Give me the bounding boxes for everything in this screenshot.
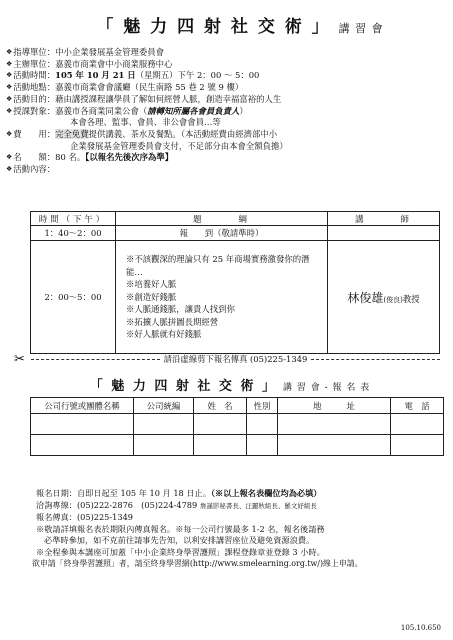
- schedule-table: [30, 211, 440, 354]
- form-cell-address[interactable]: [278, 414, 391, 435]
- topic-bullet: ※培養好人脈: [126, 279, 177, 290]
- note-hotline: 洽詢專線：(05)222-2876 (05)224-4789 詹謹影秘書長、汪麗秋組長、羅文妤組長: [36, 499, 317, 510]
- topic-bullet: ※不該觀深的理論只有 25 年商場實務激發你的潛能…: [126, 253, 310, 277]
- info-location: ❖ 活動地點： 嘉義市商業會會議廳（民生南路 55 巷 2 號 9 樓）: [6, 82, 244, 93]
- form-cell-company[interactable]: [31, 435, 134, 456]
- form-title-sub: 講 習 會 - 報 名 表: [283, 383, 371, 393]
- cut-line-text: 請沿虛線剪下報名傳真 (05)225-1349: [163, 354, 308, 364]
- topic-bullet: ※好人脈就有好錢脈: [126, 329, 202, 340]
- schedule-topic-2: [116, 241, 328, 354]
- info-purpose: ❖ 活動目的： 藉由講授課程讓學員了解如何經營人脈，創造幸福富裕的人生: [6, 93, 282, 104]
- schedule-header-time: 時間（下午）: [31, 212, 116, 226]
- table-row: [31, 226, 440, 241]
- lecturer-title: 教授: [402, 293, 420, 304]
- note-text: 必準時參加，如不克前往請事先告知，以利安排講習座位及避免資源浪費。: [44, 535, 315, 545]
- form-header-company: 公司行號或團體名稱: [31, 398, 134, 414]
- form-header-address: 地 址: [278, 398, 391, 414]
- table-row: [31, 398, 444, 414]
- note-text: 欲申請「終身學習護照」者，請至終身學習網(http://www.smelearning.org.tw/)線上申請。: [32, 559, 363, 568]
- info-guide-unit: ❖ 指導單位： 中小企業發展基金管理委員會: [6, 47, 165, 57]
- info-time: ❖ 活動時間： 105 年 10 月 21 日（星期五）下午 2：00 ～ 5：00: [6, 70, 260, 81]
- schedule-time-1: 1：40～2：00: [31, 226, 116, 241]
- topic-bullet: ※人脈通錢脈，讓貴人找到你: [126, 304, 235, 315]
- info-audience: ❖ 授課對象： 嘉義市各商業同業公會（請轉知所屬各會員負責人）: [6, 105, 248, 116]
- dashed-divider: [311, 359, 440, 360]
- form-cell-gender[interactable]: [247, 435, 278, 456]
- event-info: [6, 47, 446, 176]
- form-cell-phone[interactable]: [391, 414, 444, 435]
- diamond-bullet-icon: ❖: [6, 71, 13, 80]
- cut-line: [14, 353, 444, 365]
- event-title-sub: 講 習 會: [338, 22, 384, 35]
- schedule-lecturer-2: [328, 241, 440, 354]
- lecturer-name: 林俊雄: [347, 290, 384, 305]
- schedule-header-lecturer: 講 師: [328, 212, 440, 226]
- form-cell-name[interactable]: [194, 414, 247, 435]
- form-header-phone: 電 話: [391, 398, 444, 414]
- form-cell-tax-id[interactable]: [134, 435, 194, 456]
- table-row: [31, 241, 440, 354]
- note-text: ※敬請詳填報名表於期限內傳真報名。※每一公司行號最多 1-2 名，報名後請務: [36, 523, 325, 534]
- diamond-bullet-icon: ❖: [6, 83, 13, 92]
- form-header-gender: 性別: [247, 398, 278, 414]
- schedule-time-2: 2：00～5：00: [31, 241, 116, 354]
- diamond-bullet-icon: ❖: [6, 153, 13, 162]
- table-row: [31, 414, 444, 435]
- info-quota: ❖ 名 額： 80 名。【以報名先後次序為準】: [6, 152, 174, 163]
- form-title: [80, 375, 380, 394]
- diamond-bullet-icon: ❖: [6, 106, 13, 115]
- event-title: [60, 12, 420, 37]
- diamond-bullet-icon: ❖: [6, 165, 13, 174]
- form-title-main: 「 魅 力 四 射 社 交 術 」: [89, 379, 277, 394]
- topic-bullet: ※拓擴人脈拼圖長期經營: [126, 316, 219, 327]
- note-fax: 報名傳真：(05)225-1349: [36, 512, 133, 522]
- free-highlight: 完全免費: [55, 128, 89, 139]
- schedule-lecturer-1: [328, 226, 440, 241]
- registration-notes: [32, 488, 446, 570]
- schedule-header-topic: 題 綱: [116, 212, 328, 226]
- form-cell-gender[interactable]: [247, 414, 278, 435]
- diamond-bullet-icon: ❖: [6, 94, 13, 103]
- dashed-divider: [31, 359, 160, 360]
- diamond-bullet-icon: ❖: [6, 59, 13, 68]
- form-header-name: 姓 名: [194, 398, 247, 414]
- event-title-main: 「 魅 力 四 射 社 交 術 」: [96, 17, 331, 37]
- form-header-tax-id: 公司統編: [134, 398, 194, 414]
- diamond-bullet-icon: ❖: [6, 129, 13, 138]
- scissors-icon: ✂: [14, 351, 25, 367]
- form-cell-company[interactable]: [31, 414, 134, 435]
- info-audience-cont: 本會各理、監事、會員、非公會會員…等: [70, 117, 221, 128]
- registration-table: [30, 397, 444, 456]
- event-date: 105 年 10 月 21 日: [55, 70, 136, 81]
- info-fee-cont: 企業發展基金管理委員會支付，不足部分由本會全額負擔）: [70, 140, 288, 151]
- note-text: ※全程參與本講座可加蓋「中小企業終身學習護照」課程登錄章並登錄 3 小時。: [36, 546, 325, 557]
- lecturer-alias: (俊良): [383, 295, 403, 304]
- info-content-label: ❖ 活動內容：: [6, 164, 56, 175]
- schedule-topic-1: 報 到（敬請準時）: [116, 226, 328, 241]
- document-number: 105.10.650: [400, 624, 441, 632]
- topic-bullet: ※創造好錢脈: [126, 291, 177, 302]
- note-date: 報名日期：自即日起至 105 年 10 月 18 日止。（※以上報名表欄位均為必填）: [36, 488, 322, 498]
- info-fee: ❖ 費 用： 完全免費提供講義、茶水及餐點。（本活動經費由經濟部中小: [6, 128, 278, 139]
- diamond-bullet-icon: ❖: [6, 48, 13, 56]
- form-cell-name[interactable]: [194, 435, 247, 456]
- form-cell-tax-id[interactable]: [134, 414, 194, 435]
- info-organizer: ❖ 主辦單位： 嘉義市商業會中小商業服務中心: [6, 58, 173, 69]
- form-cell-address[interactable]: [278, 435, 391, 456]
- table-row: [31, 435, 444, 456]
- form-cell-phone[interactable]: [391, 435, 444, 456]
